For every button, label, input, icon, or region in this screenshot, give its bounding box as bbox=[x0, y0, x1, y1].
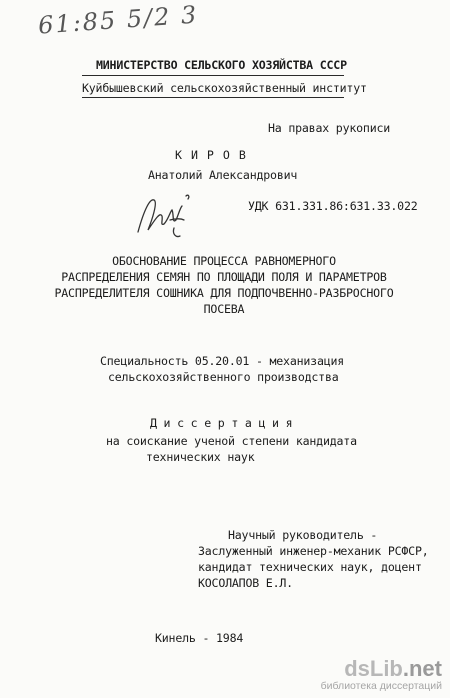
supervisor-line-1: Научный руководитель - bbox=[228, 528, 378, 542]
document-type: Д и с с е р т а ц и я bbox=[150, 416, 293, 430]
handwritten-archive-code: 61:85 5/2 3 bbox=[37, 0, 200, 40]
supervisor-name: КОСОЛАПОВ Е.Л. bbox=[198, 576, 293, 590]
place-and-year: Кинель - 1984 bbox=[155, 631, 244, 645]
degree-line-1: на соискание ученой степени кандидата bbox=[106, 434, 357, 448]
thesis-title-line-1: ОБОСНОВАНИЕ ПРОЦЕССА РАВНОМЕРНОГО bbox=[112, 254, 336, 268]
ministry-underline bbox=[82, 75, 344, 76]
dslib-watermark bbox=[321, 658, 442, 692]
ministry-heading: МИНИСТЕРСТВО СЕЛЬСКОГО ХОЗЯЙСТВА СССР bbox=[96, 58, 347, 72]
thesis-title-line-2: РАСПРЕДЕЛЕНИЯ СЕМЯН ПО ПЛОЩАДИ ПОЛЯ И ПАРАМЕТРОВ bbox=[61, 270, 387, 284]
supervisor-line-3: кандидат технических наук, доцент bbox=[198, 560, 422, 574]
specialty-line-2: сельскохозяйственного производства bbox=[108, 370, 339, 384]
author-given-names: Анатолий Александрович bbox=[148, 168, 298, 182]
author-signature bbox=[130, 190, 200, 248]
institute-name: Куйбышевский сельскохозяйственный институт bbox=[82, 81, 367, 95]
watermark-logo-tld: .net bbox=[402, 656, 442, 681]
udc-code: УДК 631.331.86:631.33.022 bbox=[248, 199, 418, 213]
thesis-title-line-4: ПОСЕВА bbox=[203, 302, 245, 316]
degree-line-2: технических наук bbox=[146, 450, 255, 464]
watermark-logo-text: dsLib bbox=[344, 656, 403, 681]
supervisor-line-2: Заслуженный инженер-механик РСФСР, bbox=[198, 544, 429, 558]
specialty-line-1: Специальность 05.20.01 - механизация bbox=[100, 354, 345, 368]
thesis-title-line-3: РАСПРЕДЕЛИТЕЛЯ СОШНИКА ДЛЯ ПОДПОЧВЕННО-РАЗБРОСНОГО bbox=[54, 286, 394, 300]
watermark-logo bbox=[321, 658, 442, 680]
institute-underline bbox=[82, 97, 344, 98]
watermark-subtitle: библиотека диссертаций bbox=[320, 680, 442, 692]
author-surname: К И Р О В bbox=[175, 148, 247, 162]
manuscript-rights-note: На правах рукописи bbox=[268, 121, 391, 135]
